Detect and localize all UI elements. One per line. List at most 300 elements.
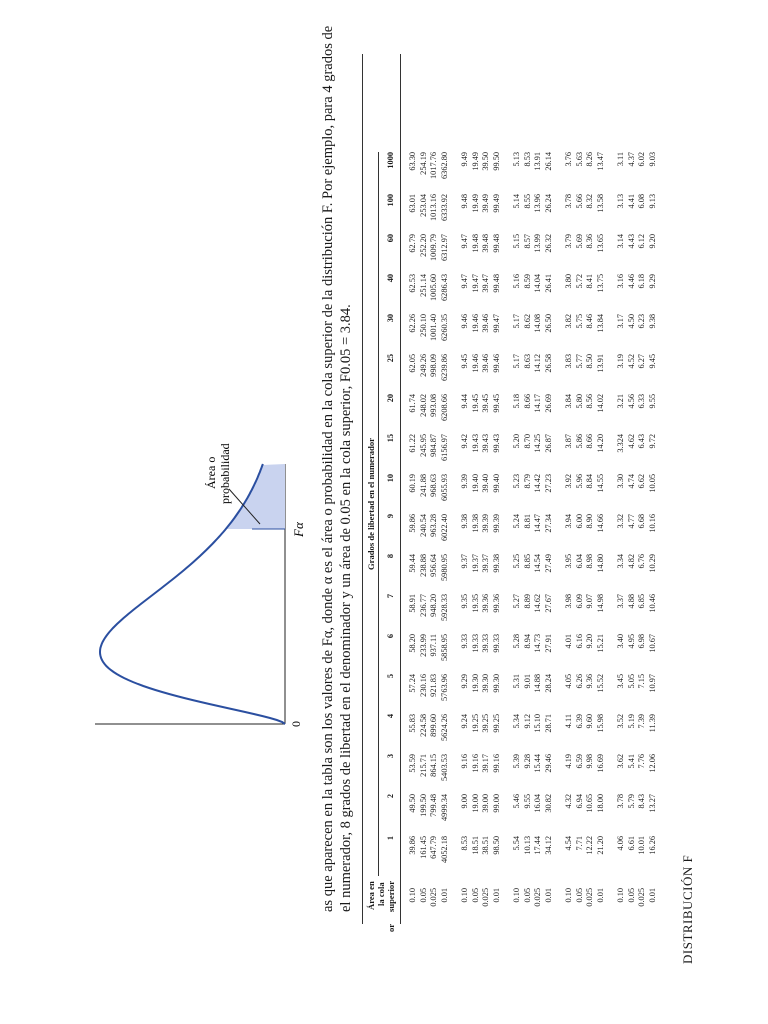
table-cell: 6.08 — [637, 194, 646, 209]
column-header: 4 — [386, 714, 395, 719]
table-cell: 5.66 — [574, 194, 584, 209]
table-cell: 6.23 — [637, 314, 646, 329]
table-cell: 6312.97 — [439, 234, 449, 261]
table-cell: 9.29 — [647, 274, 657, 289]
table-cell: 9.33 — [460, 634, 469, 649]
table-cell: 984.87 — [429, 434, 438, 457]
table-cell: 13.84 — [595, 314, 605, 333]
table-cell: 5.20 — [512, 434, 521, 449]
table-cell: 99.46 — [491, 354, 501, 373]
table-cell: 99.36 — [491, 594, 501, 613]
table-cell: 253.04 — [418, 194, 428, 217]
table-cell: 968.63 — [429, 474, 438, 497]
table-cell: 9.35 — [460, 594, 469, 609]
table-cell: 13.58 — [595, 194, 605, 213]
table-cell: 250.10 — [418, 314, 428, 337]
table-cell: 28.71 — [543, 714, 553, 733]
tail-area-cell: 0.10 — [512, 888, 521, 903]
table-cell: 99.47 — [491, 314, 501, 333]
f-distribution-figure — [0, 0, 330, 1024]
table-cell: 6.61 — [626, 836, 636, 851]
table-cell: 99.43 — [491, 434, 501, 453]
table-cell: 34.12 — [543, 836, 553, 855]
column-header: 1 — [386, 836, 395, 841]
table-cell: 8.79 — [522, 474, 532, 489]
table-cell: 8.32 — [585, 194, 594, 209]
table-cell: 14.66 — [595, 514, 605, 533]
table-cell: 4.82 — [626, 554, 636, 569]
table-cell: 9.03 — [647, 152, 657, 167]
table-cell: 9.98 — [585, 754, 594, 769]
table-cell: 59.86 — [408, 514, 417, 533]
table-cell: 6022.40 — [439, 514, 449, 541]
table-cell: 9.28 — [522, 754, 532, 769]
table-cell: 14.98 — [595, 594, 605, 613]
table-cell: 18.00 — [595, 794, 605, 813]
table-cell: 5.16 — [512, 274, 521, 289]
table-cell: 39.45 — [481, 394, 490, 413]
table-cell: 5.77 — [574, 354, 584, 369]
numerator-group-label: Grados de libertad en el numerador — [366, 438, 376, 571]
table-cell: 13.96 — [533, 194, 542, 213]
table-cell: 26.32 — [543, 234, 553, 253]
tail-area-cell: 0.025 — [585, 888, 594, 907]
table-cell: 8.90 — [585, 514, 594, 529]
table-cell: 8.53 — [460, 836, 469, 851]
table-cell: 99.40 — [491, 474, 501, 493]
table-cell: 3.32 — [616, 514, 625, 529]
header-tail-label-2: la cola — [376, 882, 386, 906]
column-header: 1000 — [386, 152, 395, 169]
table-cell: 10.05 — [647, 474, 657, 493]
table-cell: 9.24 — [460, 714, 469, 729]
table-cell: 55.83 — [408, 714, 417, 733]
table-cell: 8.63 — [522, 354, 532, 369]
table-cell: 4.77 — [626, 514, 636, 529]
table-cell: 14.08 — [533, 314, 542, 333]
table-cell: 5.27 — [512, 594, 521, 609]
table-cell: 26.87 — [543, 434, 553, 453]
table-cell: 58.91 — [408, 594, 417, 613]
table-cell: 6239.86 — [439, 354, 449, 381]
table-cell: 59.44 — [408, 554, 417, 573]
table-cell: 53.59 — [408, 754, 417, 773]
table-cell: 7.15 — [637, 674, 646, 689]
table-cell: 10.16 — [647, 514, 657, 533]
table-cell: 62.79 — [408, 234, 417, 253]
table-cell: 4.11 — [564, 714, 573, 729]
table-cell: 5.13 — [512, 152, 521, 167]
table-cell: 4.88 — [626, 594, 636, 609]
table-cell: 3.94 — [564, 514, 573, 529]
table-cell: 8.66 — [585, 434, 594, 449]
table-cell: 161.45 — [418, 836, 428, 859]
table-cell: 937.11 — [429, 634, 438, 657]
table-cell: 98.50 — [491, 836, 501, 855]
table-cell: 49.50 — [408, 794, 417, 813]
table-cell: 5.34 — [512, 714, 521, 729]
table-cell: 5.05 — [626, 674, 636, 689]
f-alpha-label: Fα — [291, 522, 306, 537]
table-cell: 12.22 — [585, 836, 594, 855]
table-cell: 14.04 — [533, 274, 542, 293]
column-header: 20 — [386, 394, 395, 403]
table-cell: 14.47 — [533, 514, 542, 533]
table-cell: 27.91 — [543, 634, 553, 653]
table-cell: 39.48 — [481, 234, 490, 253]
table-cell: 8.41 — [585, 274, 594, 289]
table-cell: 8.84 — [585, 474, 594, 489]
tail-area-cell: 0.025 — [533, 888, 542, 907]
table-cell: 13.65 — [595, 234, 605, 253]
table-cell: 38.51 — [481, 836, 490, 855]
table-cell: 6.94 — [574, 794, 584, 809]
table-cell: 6.04 — [574, 554, 584, 569]
tail-area-cell: 0.05 — [522, 888, 532, 903]
table-cell: 26.58 — [543, 354, 553, 373]
table-cell: 252.20 — [418, 234, 428, 257]
table-cell: 5.24 — [512, 514, 521, 529]
table-cell: 99.25 — [491, 714, 501, 733]
table-cell: 99.00 — [491, 794, 501, 813]
table-cell: 9.16 — [460, 754, 469, 769]
table-cell: 8.62 — [522, 314, 532, 329]
table-cell: 19.40 — [470, 474, 480, 493]
table-cell: 9.20 — [647, 234, 657, 249]
header-tail-label-1: Área en — [366, 881, 376, 910]
table-cell: 9.13 — [647, 194, 657, 209]
table-cell: 19.48 — [470, 234, 480, 253]
table-cell: 13.91 — [595, 354, 605, 373]
table-cell: 5.28 — [512, 634, 521, 649]
table-cell: 9.12 — [522, 714, 532, 729]
table-cell: 13.47 — [595, 152, 605, 171]
table-cell: 19.46 — [470, 354, 480, 373]
table-cell: 19.47 — [470, 274, 480, 293]
table-cell: 3.17 — [616, 314, 625, 329]
header-tail-label-3: superior — [386, 880, 396, 912]
table-cell: 240.54 — [418, 514, 428, 537]
column-header: 2 — [386, 794, 395, 799]
table-cell: 6156.97 — [439, 434, 449, 461]
table-cell: 9.47 — [460, 274, 469, 289]
table-cell: 9.55 — [522, 794, 532, 809]
table-cell: 9.72 — [647, 434, 657, 449]
table-cell: 4.54 — [564, 836, 573, 851]
table-cell: 249.26 — [418, 354, 428, 377]
table-cell: 58.20 — [408, 634, 417, 653]
table-cell: 62.05 — [408, 354, 417, 373]
table-cell: 10.97 — [647, 674, 657, 693]
table-cell: 5.39 — [512, 754, 521, 769]
table-cell: 26.24 — [543, 194, 553, 213]
table-cell: 5.54 — [512, 836, 521, 851]
table-cell: 19.49 — [470, 194, 480, 213]
tail-area-cell: 0.10 — [564, 888, 573, 903]
table-cell: 3.34 — [616, 554, 625, 569]
table-cell: 3.37 — [616, 594, 625, 609]
description-line-2: el numerador, 8 grados de libertad en el denominador y un área de 0.05 en la cola superior, F0.05 = 3.84. — [338, 304, 354, 912]
table-cell: 998.09 — [429, 354, 438, 377]
table-cell: 3.98 — [564, 594, 573, 609]
table-cell: 647.79 — [429, 836, 438, 859]
table-cell: 864.15 — [429, 754, 438, 777]
area-label-line2: probabilidad — [218, 443, 232, 504]
table-cell: 6.02 — [637, 152, 646, 167]
table-cell: 5.17 — [512, 354, 521, 369]
table-cell: 26.41 — [543, 274, 553, 293]
column-header: 10 — [386, 474, 395, 483]
table-cell: 4.32 — [564, 794, 573, 809]
table-cell: 15.52 — [595, 674, 605, 693]
column-header: 6 — [386, 634, 395, 639]
table-cell: 8.36 — [585, 234, 594, 249]
table-cell: 5624.26 — [439, 714, 449, 741]
table-cell: 4.06 — [616, 836, 625, 851]
column-header: 8 — [386, 554, 395, 559]
table-cell: 4.05 — [564, 674, 573, 689]
table-cell: 9.45 — [460, 354, 469, 369]
table-cell: 8.98 — [585, 554, 594, 569]
table-cell: 14.25 — [533, 434, 542, 453]
table-cell: 57.24 — [408, 674, 417, 693]
table-cell: 6.59 — [574, 754, 584, 769]
table-cell: 3.80 — [564, 274, 573, 289]
table-cell: 1013.16 — [429, 194, 438, 221]
table-cell: 39.50 — [481, 152, 490, 171]
table-cell: 13.27 — [647, 794, 657, 813]
table-cell: 1005.60 — [429, 274, 438, 301]
table-cell: 39.30 — [481, 674, 490, 693]
table-cell: 948.20 — [429, 594, 438, 617]
table-cell: 10.67 — [647, 634, 657, 653]
table-cell: 16.26 — [647, 836, 657, 855]
table-cell: 4.74 — [626, 474, 636, 489]
table-cell: 215.71 — [418, 754, 428, 777]
column-header: 100 — [386, 194, 395, 207]
table-cell: 199.50 — [418, 794, 428, 817]
table-cell: 9.36 — [585, 674, 594, 689]
table-cell: 4.46 — [626, 274, 636, 289]
column-header: 5 — [386, 674, 395, 679]
table-cell: 963.28 — [429, 514, 438, 537]
table-cell: 4052.18 — [439, 836, 449, 863]
table-cell: 8.56 — [585, 394, 594, 409]
table-cell: 4.41 — [626, 194, 636, 209]
table-cell: 3.62 — [616, 754, 625, 769]
table-cell: 4.50 — [626, 314, 636, 329]
table-cell: 26.50 — [543, 314, 553, 333]
tail-area-cell: 0.01 — [491, 888, 501, 903]
table-cell: 16.04 — [533, 794, 542, 813]
table-cell: 19.43 — [470, 434, 480, 453]
table-cell: 6.18 — [637, 274, 646, 289]
table-cell: 6.43 — [637, 434, 646, 449]
table-cell: 6.26 — [574, 674, 584, 689]
table-cell: 6.00 — [574, 514, 584, 529]
table-cell: 6.76 — [637, 554, 646, 569]
table-cell: 6.16 — [574, 634, 584, 649]
table-cell: 99.33 — [491, 634, 501, 653]
table-cell: 254.19 — [418, 152, 428, 175]
table-cell: 99.30 — [491, 674, 501, 693]
table-cell: 39.33 — [481, 634, 490, 653]
table-cell: 28.24 — [543, 674, 553, 693]
table-cell: 993.08 — [429, 394, 438, 417]
table-cell: 4.37 — [626, 152, 636, 167]
table-cell: 6.68 — [637, 514, 646, 529]
table-cell: 241.88 — [418, 474, 428, 497]
table-cell: 9.47 — [460, 234, 469, 249]
table-cell: 16.69 — [595, 754, 605, 773]
table-cell: 27.34 — [543, 514, 553, 533]
tail-area-cell: 0.05 — [418, 888, 428, 903]
table-cell: 39.39 — [481, 514, 490, 533]
table-cell: 956.64 — [429, 554, 438, 577]
header-bottom-rule — [400, 54, 401, 924]
table-cell: 19.33 — [470, 634, 480, 653]
table-cell: 3.83 — [564, 354, 573, 369]
table-cell: 99.45 — [491, 394, 501, 413]
table-cell: 9.39 — [460, 474, 469, 489]
table-cell: 6.62 — [637, 474, 646, 489]
table-cell: 15.98 — [595, 714, 605, 733]
table-cell: 3.78 — [616, 794, 625, 809]
table-cell: 8.55 — [522, 194, 532, 209]
column-header: 9 — [386, 514, 395, 519]
table-cell: 39.49 — [481, 194, 490, 213]
table-cell: 19.30 — [470, 674, 480, 693]
table-cell: 9.37 — [460, 554, 469, 569]
table-cell: 6055.93 — [439, 474, 449, 501]
table-cell: 5763.96 — [439, 674, 449, 701]
table-cell: 10.01 — [637, 836, 646, 855]
table-cell: 5.41 — [626, 754, 636, 769]
column-header: 30 — [386, 314, 395, 323]
table-cell: 21.20 — [595, 836, 605, 855]
table-cell: 14.62 — [533, 594, 542, 613]
table-cell: 19.37 — [470, 554, 480, 573]
table-cell: 9.01 — [522, 674, 532, 689]
table-cell: 5.14 — [512, 194, 521, 209]
table-cell: 3.52 — [616, 714, 625, 729]
table-cell: 6.12 — [637, 234, 646, 249]
description-line-1: as que aparecen en la tabla son los valores de Fα, donde α es el área o probabilidad en la cola superior de la distribución F. Por ejemplo, para 4 grados de — [320, 25, 336, 912]
table-cell: 6333.92 — [439, 194, 449, 221]
table-cell: 19.38 — [470, 514, 480, 533]
table-cell: 26.14 — [543, 152, 553, 171]
table-cell: 13.99 — [533, 234, 542, 253]
table-cell: 3.11 — [616, 152, 625, 167]
column-header: 25 — [386, 354, 395, 363]
table-cell: 5980.95 — [439, 554, 449, 581]
tail-area-cell: 0.05 — [574, 888, 584, 903]
table-cell: 9.38 — [460, 514, 469, 529]
table-cell: 3.95 — [564, 554, 573, 569]
table-cell: 6.39 — [574, 714, 584, 729]
table-cell: 63.30 — [408, 152, 417, 171]
table-cell: 5.17 — [512, 314, 521, 329]
tail-area-cell: 0.05 — [470, 888, 480, 903]
table-cell: 9.48 — [460, 194, 469, 209]
table-cell: 1001.40 — [429, 314, 438, 341]
table-cell: 3.324 — [616, 434, 625, 453]
table-cell: 39.46 — [481, 314, 490, 333]
table-cell: 9.44 — [460, 394, 469, 409]
table-cell: 39.86 — [408, 836, 417, 855]
table-cell: 8.46 — [585, 314, 594, 329]
table-cell: 230.16 — [418, 674, 428, 697]
table-cell: 6.33 — [637, 394, 646, 409]
table-cell: 5.79 — [626, 794, 636, 809]
table-cell: 99.39 — [491, 514, 501, 533]
table-cell: 6.85 — [637, 594, 646, 609]
table-cell: 19.45 — [470, 394, 480, 413]
table-cell: 899.60 — [429, 714, 438, 737]
table-cell: 3.82 — [564, 314, 573, 329]
table-cell: 3.76 — [564, 152, 573, 167]
table-cell: 9.55 — [647, 394, 657, 409]
table-cell: 11.39 — [647, 714, 657, 733]
area-label-line1: Área o — [204, 456, 218, 489]
table-cell: 39.43 — [481, 434, 490, 453]
column-header: 15 — [386, 434, 395, 443]
table-cell: 8.85 — [522, 554, 532, 569]
table-cell: 5.23 — [512, 474, 521, 489]
table-cell: 10.65 — [585, 794, 594, 813]
table-cell: 15.10 — [533, 714, 542, 733]
table-cell: 1009.79 — [429, 234, 438, 261]
table-cell: 4.56 — [626, 394, 636, 409]
table-cell: 19.25 — [470, 714, 480, 733]
table-cell: 39.36 — [481, 594, 490, 613]
table-cell: 9.60 — [585, 714, 594, 729]
table-cell: 245.95 — [418, 434, 428, 457]
table-cell: 14.42 — [533, 474, 542, 493]
tail-area-cell: 0.025 — [429, 888, 438, 907]
table-cell: 62.26 — [408, 314, 417, 333]
tail-area-cell: 0.10 — [616, 888, 625, 903]
table-top-rule — [362, 54, 363, 924]
table-cell: 5.72 — [574, 274, 584, 289]
table-cell: 3.30 — [616, 474, 625, 489]
table-cell: 14.73 — [533, 634, 542, 653]
table-cell: 14.80 — [595, 554, 605, 573]
table-cell: 5.80 — [574, 394, 584, 409]
table-cell: 236.77 — [418, 594, 428, 617]
table-cell: 12.06 — [647, 754, 657, 773]
table-cell: 4.62 — [626, 434, 636, 449]
table-cell: 14.02 — [595, 394, 605, 413]
table-cell: 6286.43 — [439, 274, 449, 301]
table-cell: 8.59 — [522, 274, 532, 289]
table-cell: 18.51 — [470, 836, 480, 855]
table-cell: 19.00 — [470, 794, 480, 813]
table-cell: 6362.80 — [439, 152, 449, 179]
table-cell: 6.27 — [637, 354, 646, 369]
table-cell: 13.75 — [595, 274, 605, 293]
table-cell: 15.21 — [595, 634, 605, 653]
table-cell: 251.14 — [418, 274, 428, 297]
column-header: 60 — [386, 234, 395, 243]
table-cell: 3.79 — [564, 234, 573, 249]
table-cell: 60.19 — [408, 474, 417, 493]
table-cell: 7.71 — [574, 836, 584, 851]
table-cell: 19.46 — [470, 314, 480, 333]
tail-area-cell: 0.05 — [626, 888, 636, 903]
table-cell: 224.58 — [418, 714, 428, 737]
table-cell: 19.35 — [470, 594, 480, 613]
